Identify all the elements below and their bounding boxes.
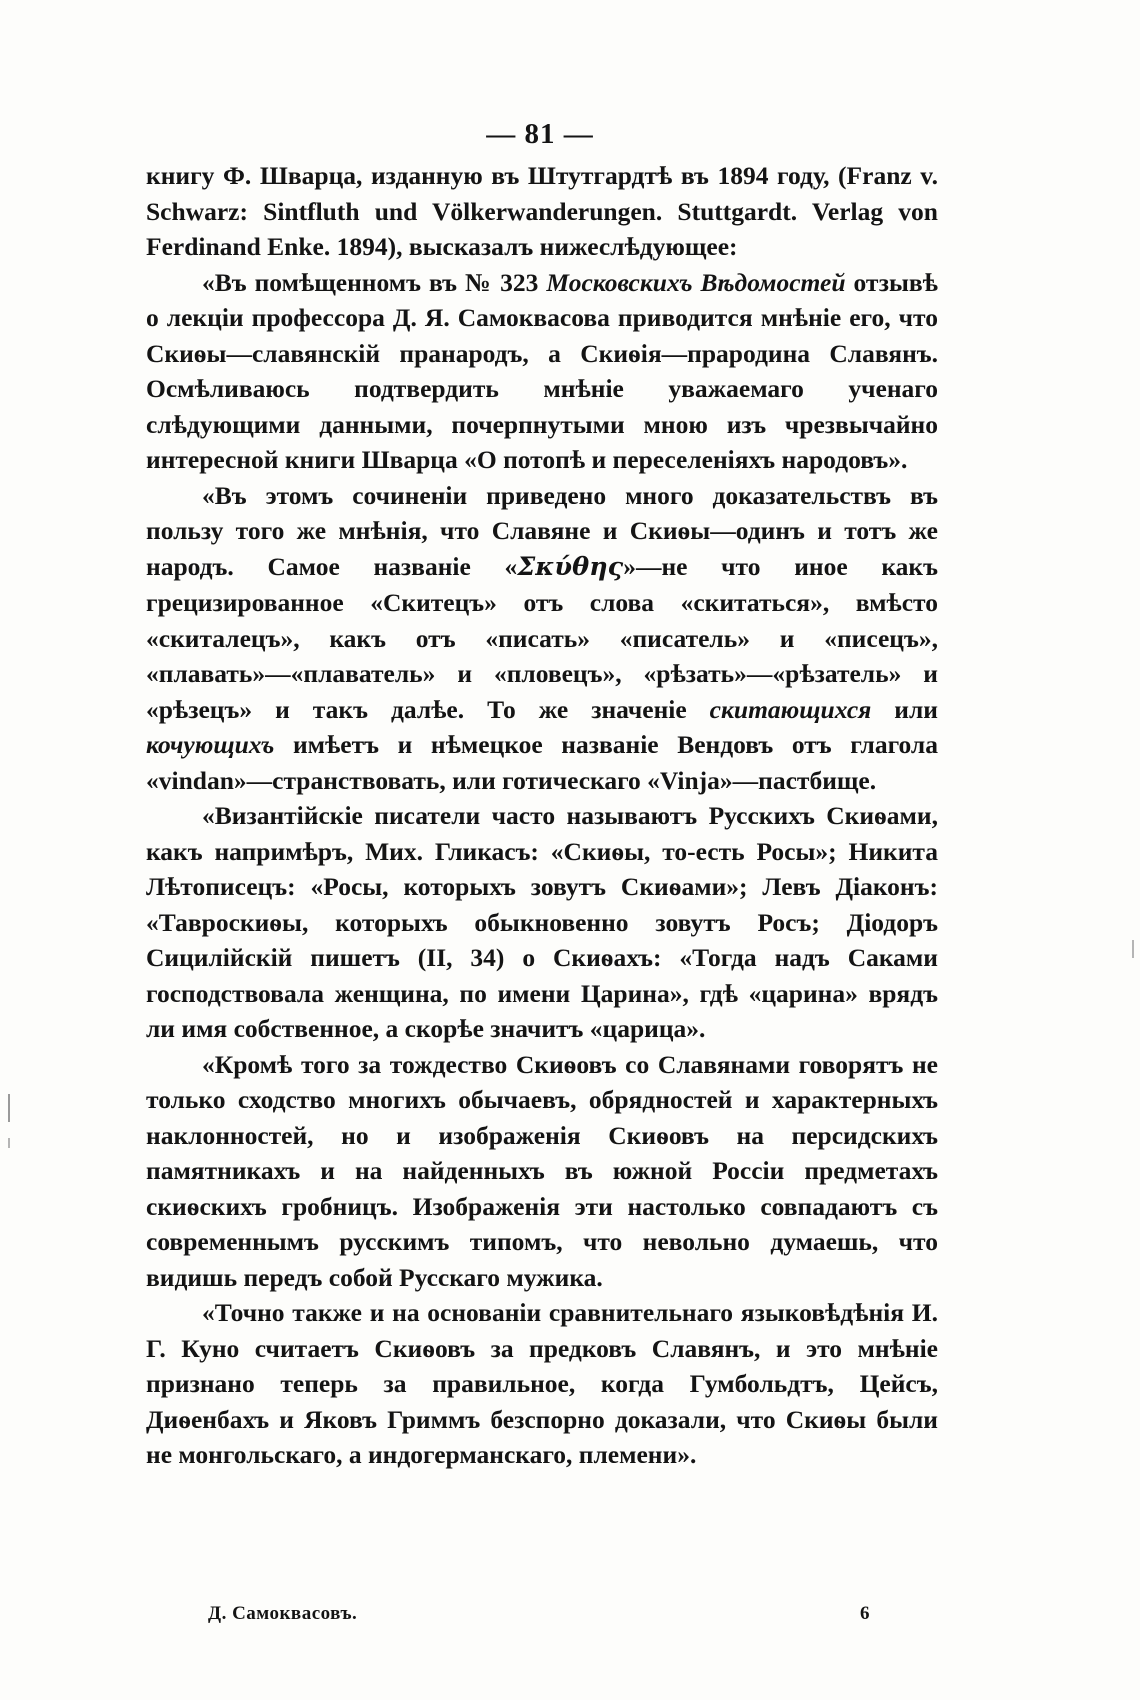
scan-margin-mark	[1132, 940, 1134, 958]
footer-signature: Д. Самоквасовъ.	[208, 1603, 358, 1624]
scan-margin-mark	[8, 1138, 10, 1148]
paragraph-quote-5: «Точно также и на основаніи сравнительнаго языковѣдѣнія И. Г. Куно считаетъ Скиѳовъ за предковъ Славянъ, и это мнѣніе признано теперь за правильное, когда Гумбольдтъ, Цейсъ, Диѳенбахъ и Яковъ Гриммъ безспорно доказали, что Скиѳы были не монгольскаго, а индогерманскаго, племени».	[146, 1298, 938, 1469]
greek-word: Σκύθης	[517, 551, 624, 582]
paragraph-quote-2: «Въ этомъ сочиненіи приведено много доказательствъ въ пользу того же мнѣнія, что Славяне и Скиѳы—одинъ и тотъ же народъ. Самое названіе «Σκύθης»—не что иное какъ грецизированное «Скитецъ» отъ слова «скитаться», вмѣсто «скиталецъ», какъ отъ «писать» «писатель» и «писецъ», «плавать»—«плаватель» и «пловецъ», «рѣзать»—«рѣзатель» и «рѣзецъ» и такъ далѣе. То же значеніе скитающихся или кочующихъ имѣетъ и нѣмецкое названіе Вендовъ отъ глагола «vindan»—странствовать, или готическаго «Vinja»—пастбище.	[146, 480, 938, 795]
paragraph-quote-3: «Византійскіе писатели часто называютъ Русскихъ Скиѳами, какъ напримѣръ, Мих. Гликасъ: «Скиѳы, то-есть Росы»; Никита Лѣтописецъ: «Росы, которыхъ зовутъ Скиѳами»; Левъ Діаконъ: «Тавроскиѳы, которыхъ обыкновенно зовутъ Росъ; Діодоръ Сицилійскій пишетъ (II, 34) о Скиѳахъ: «Тогда надъ Саками господствовала женщина, по имени Царина», гдѣ «царина» врядъ ли имя собственное, а скорѣе значитъ «царица».	[146, 801, 938, 1043]
emphasis-word: кочующихъ	[146, 730, 275, 759]
paragraph-quote-1: «Въ помѣщенномъ въ № 323 Московскихъ Вѣдомостей отзывѣ о лекціи профессора Д. Я. Самоквасова приводится мнѣніе его, что Скиѳы—славянскій пранародъ, а Скиѳія—прародина Славянъ. Осмѣливаюсь подтвердить мнѣніе уважаемаго ученаго слѣдующими данными, почерпнутыми мною изъ чрезвычайно интересной книги Шварца «О потопѣ и переселеніяхъ народовъ».	[146, 267, 938, 474]
page-number: — 81 —	[486, 118, 594, 150]
paragraph-continuation: книгу Ф. Шварца, изданную въ Штутгардтѣ въ 1894 году, (Franz v. Schwarz: Sintfluth und Völkerwanderungen. Stuttgardt. Verlag von Ferdinand Enke. 1894), высказалъ нижеслѣдующее:	[146, 161, 938, 261]
sheet-number: 6	[860, 1603, 870, 1624]
emphasis-word: скитающихся	[709, 694, 872, 724]
paragraph-quote-4: «Кромѣ того за тождество Скиѳовъ со Славянами говорятъ не только сходство многихъ обычаевъ, обрядностей и характерныхъ наклонностей, но и изображенія Скиѳовъ на персидскихъ памятникахъ и на найденныхъ въ южной Россіи предметахъ скиѳскихъ гробницъ. Изображенія эти настолько совпадаютъ съ современнымъ русскимъ типомъ, что невольно думаешь, что видишь передъ собой Русскаго мужика.	[146, 1049, 938, 1292]
newspaper-title: Московскихъ Вѣдомостей	[546, 267, 846, 297]
scan-margin-mark	[8, 1094, 10, 1122]
body-text	[146, 158, 938, 1473]
